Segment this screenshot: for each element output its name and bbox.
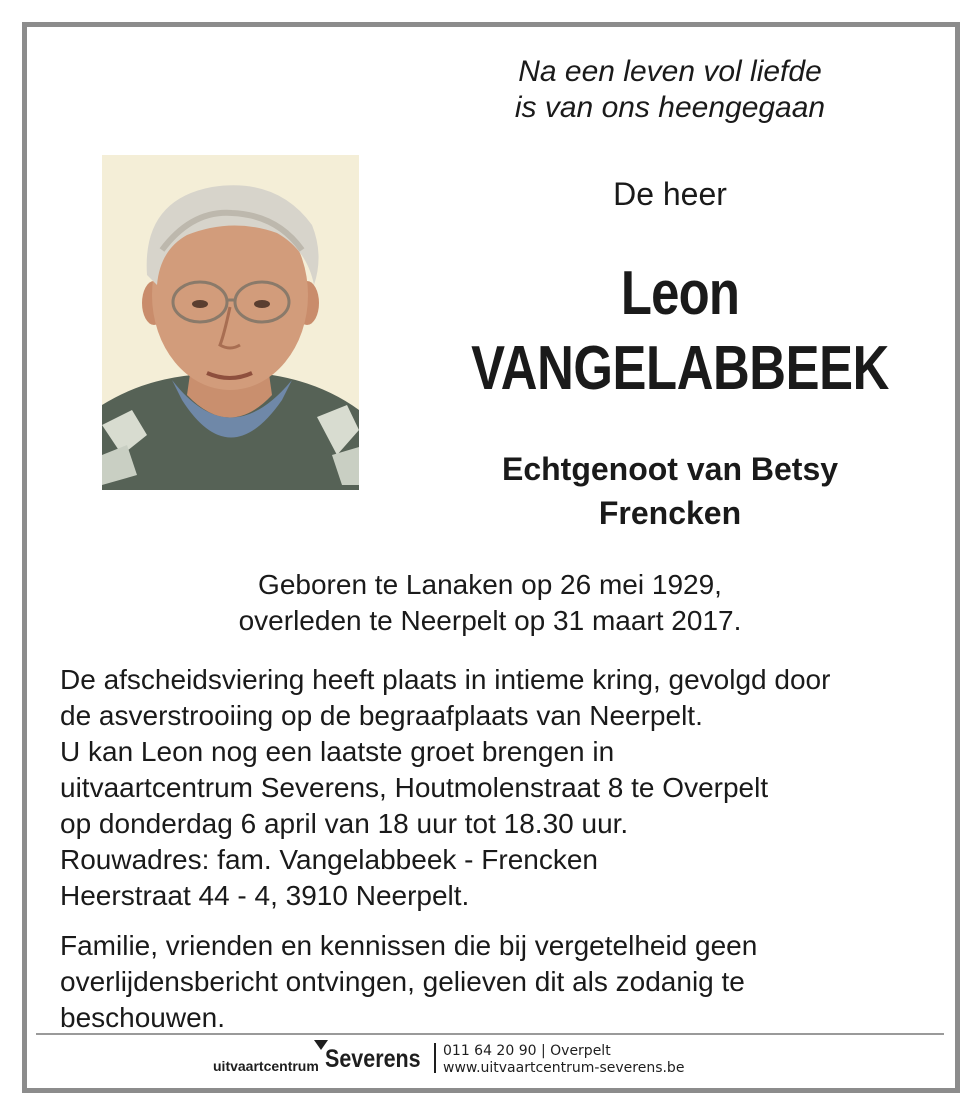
- closing-line-1: Familie, vrienden en kennissen die bij vergetelheid geen: [60, 930, 758, 961]
- born-line: Geboren te Lanaken op 26 mei 1929,: [258, 569, 722, 600]
- first-name: Leon: [620, 259, 740, 328]
- last-name: VANGELABBEEK: [471, 334, 889, 403]
- logo-name: Severens: [325, 1045, 421, 1073]
- ceremony-details: [60, 662, 830, 914]
- details-line-6: Rouwadres: fam. Vangelabbeek - Frencken: [60, 844, 598, 875]
- spouse-line-1: Echtgenoot van Betsy: [501, 451, 839, 487]
- closing-line-3: beschouwen.: [60, 1002, 226, 1033]
- intro-line-2: is van ons heengegaan: [514, 91, 826, 124]
- details-line-1: De afscheidsviering heeft plaats in intieme kring, gevolgd door: [60, 664, 831, 695]
- footer-separator: [434, 1043, 436, 1073]
- died-line: overleden te Neerpelt op 31 maart 2017.: [238, 605, 742, 636]
- title: De heer: [613, 176, 727, 212]
- footer-contact: [443, 1043, 684, 1077]
- spouse-text: [430, 447, 910, 535]
- logo-small-text: uitvaartcentrum: [213, 1058, 319, 1074]
- details-line-4: uitvaartcentrum Severens, Houtmolenstraat 8 te Overpelt: [60, 772, 769, 803]
- footer-website[interactable]: www.uitvaartcentrum-severens.be: [443, 1060, 685, 1076]
- intro-text: [460, 54, 880, 126]
- details-line-2: de asverstrooiing op de begraafplaats van Neerpelt.: [60, 700, 703, 731]
- spouse-line-2: Frencken: [598, 495, 742, 531]
- footer-phone: 011 64 20 90 | Overpelt: [443, 1043, 611, 1059]
- footer-divider: [36, 1033, 944, 1035]
- details-line-3: U kan Leon nog een laatste groet brengen in: [60, 736, 615, 767]
- details-line-7: Heerstraat 44 - 4, 3910 Neerpelt.: [60, 880, 470, 911]
- birth-death-text: [130, 567, 850, 639]
- details-line-5: op donderdag 6 april van 18 uur tot 18.30 uur.: [60, 808, 629, 839]
- portrait-photo: [102, 155, 359, 490]
- portrait-illustration: [102, 155, 359, 490]
- closing-text: [60, 928, 757, 1036]
- closing-line-2: overlijdensbericht ontvingen, gelieven dit als zodanig te: [60, 966, 745, 997]
- intro-line-1: Na een leven vol liefde: [518, 55, 822, 88]
